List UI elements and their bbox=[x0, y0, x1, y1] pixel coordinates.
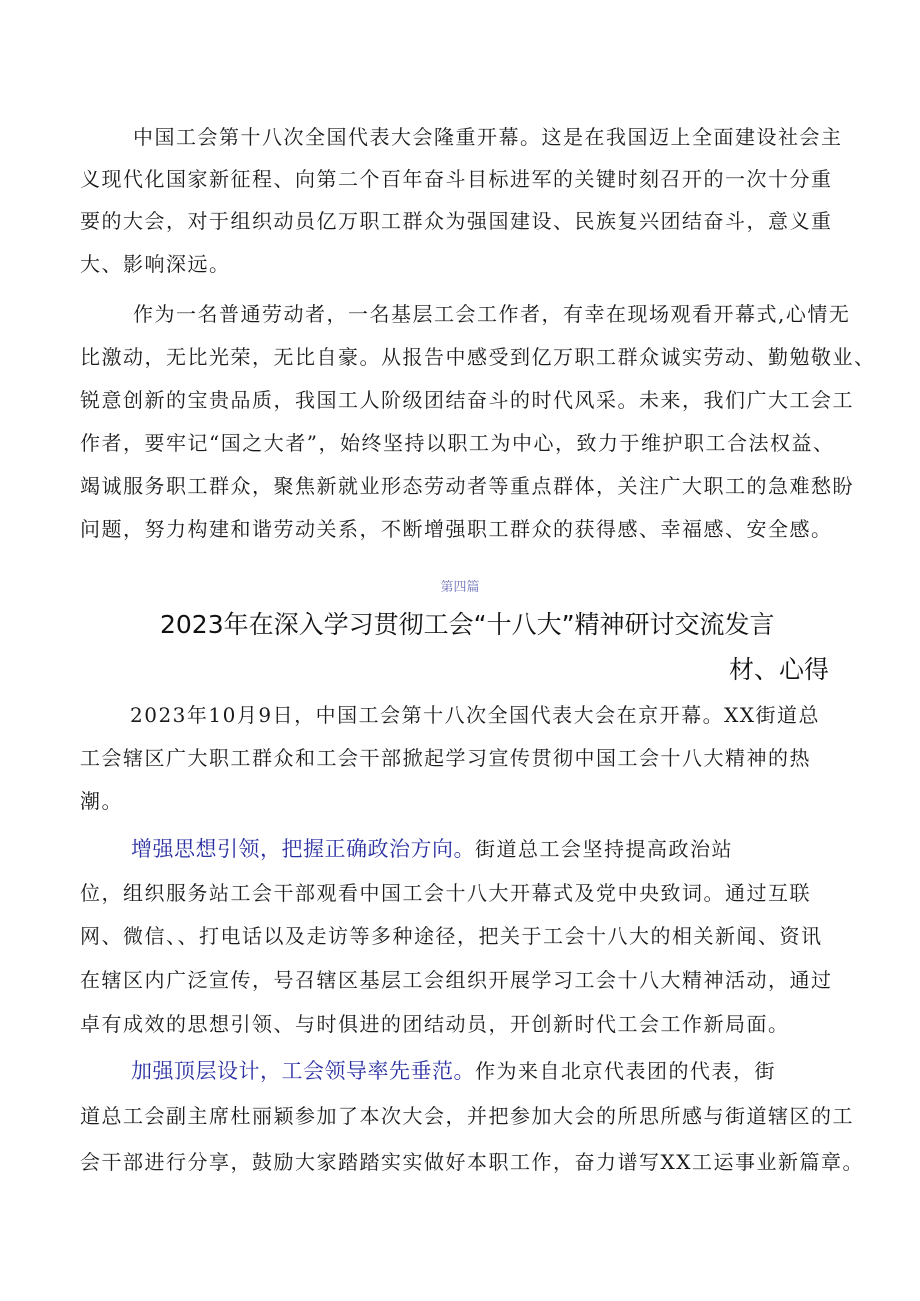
para3-line-2: 工会辖区广大职工群众和工会干部掀起学习宣传贯彻中国工会十八大精神的热 bbox=[80, 746, 811, 770]
para5-lead-heading: 加强顶层设计，工会领导率先垂范。 bbox=[131, 1059, 475, 1083]
para4-lead-heading: 增强思想引领，把握正确政治方向。 bbox=[131, 837, 475, 861]
para4-line-5: 卓有成效的思想引领、与时俱进的团结动员，开创新时代工会工作新局面。 bbox=[80, 1012, 790, 1036]
article-title-line-1: 2023年在深入学习贯彻工会“十八大”精神研讨交流发言 bbox=[160, 610, 775, 639]
para3-line-3: 潮。 bbox=[80, 789, 123, 813]
para5-line-3: 会干部进行分享，鼓励大家踏踏实实做好本职工作，奋力谱写XX工运事业新篇章。 bbox=[80, 1150, 864, 1174]
para4-line-2: 位，组织服务站工会干部观看中国工会十八大开幕式及党中央致词。通过互联 bbox=[80, 881, 811, 905]
para1-line-4: 大、影响深远。 bbox=[80, 252, 231, 276]
para5-line-2: 道总工会副主席杜丽颖参加了本次大会，并把参加大会的所思所感与街道辖区的工 bbox=[80, 1104, 854, 1128]
para2-line-3: 锐意创新的宝贵品质，我国工人阶级团结奋斗的时代风采。未来，我们广大工会工 bbox=[80, 388, 854, 412]
para4-line-1-rest: 街道总工会坚持提高政治站 bbox=[475, 837, 733, 861]
para2-line-2: 比激动，无比光荣，无比自豪。从报告中感受到亿万职工群众诚实劳动、勤勉敬业、 bbox=[80, 345, 876, 369]
para1-line-2: 义现代化国家新征程、向第二个百年奋斗目标进军的关键时刻召开的一次十分重 bbox=[80, 167, 833, 191]
para5-line-1-rest: 作为来自北京代表团的代表，街 bbox=[475, 1059, 776, 1083]
para3-line-1: 2023年10月9日，中国工会第十八次全国代表大会在京开幕。XX街道总 bbox=[130, 703, 821, 727]
para2-line-1: 作为一名普通劳动者，一名基层工会工作者，有幸在现场观看开幕式,心情无 bbox=[133, 302, 851, 326]
para5-line-1 bbox=[131, 1058, 776, 1084]
para1-line-1: 中国工会第十八次全国代表大会隆重开幕。这是在我国迈上全面建设社会主 bbox=[133, 125, 843, 149]
para2-line-5: 竭诚服务职工群众，聚焦新就业形态劳动者等重点群体，关注广大职工的急难愁盼 bbox=[80, 474, 854, 498]
para1-line-3: 要的大会，对于组织动员亿万职工群众为强国建设、民族复兴团结奋斗，意义重 bbox=[80, 209, 833, 233]
para4-line-3: 网、微信、、打电话以及走访等多种途径，把关于工会十八大的相关新闻、资讯 bbox=[80, 924, 823, 948]
para2-line-6: 问题，努力构建和谐劳动关系，不断增强职工群众的获得感、幸福感、安全感。 bbox=[80, 517, 833, 541]
section-label: 第四篇 bbox=[440, 580, 480, 595]
article-title-line-2: 材、心得 bbox=[729, 655, 830, 684]
para4-line-4: 在辖区内广泛宣传，号召辖区基层工会组织开展学习工会十八大精神活动，通过 bbox=[80, 968, 833, 992]
para2-line-4: 作者，要牢记“国之大者”，始终坚持以职工为中心，致力于维护职工合法权益、 bbox=[80, 431, 835, 455]
para4-line-1 bbox=[131, 836, 733, 862]
